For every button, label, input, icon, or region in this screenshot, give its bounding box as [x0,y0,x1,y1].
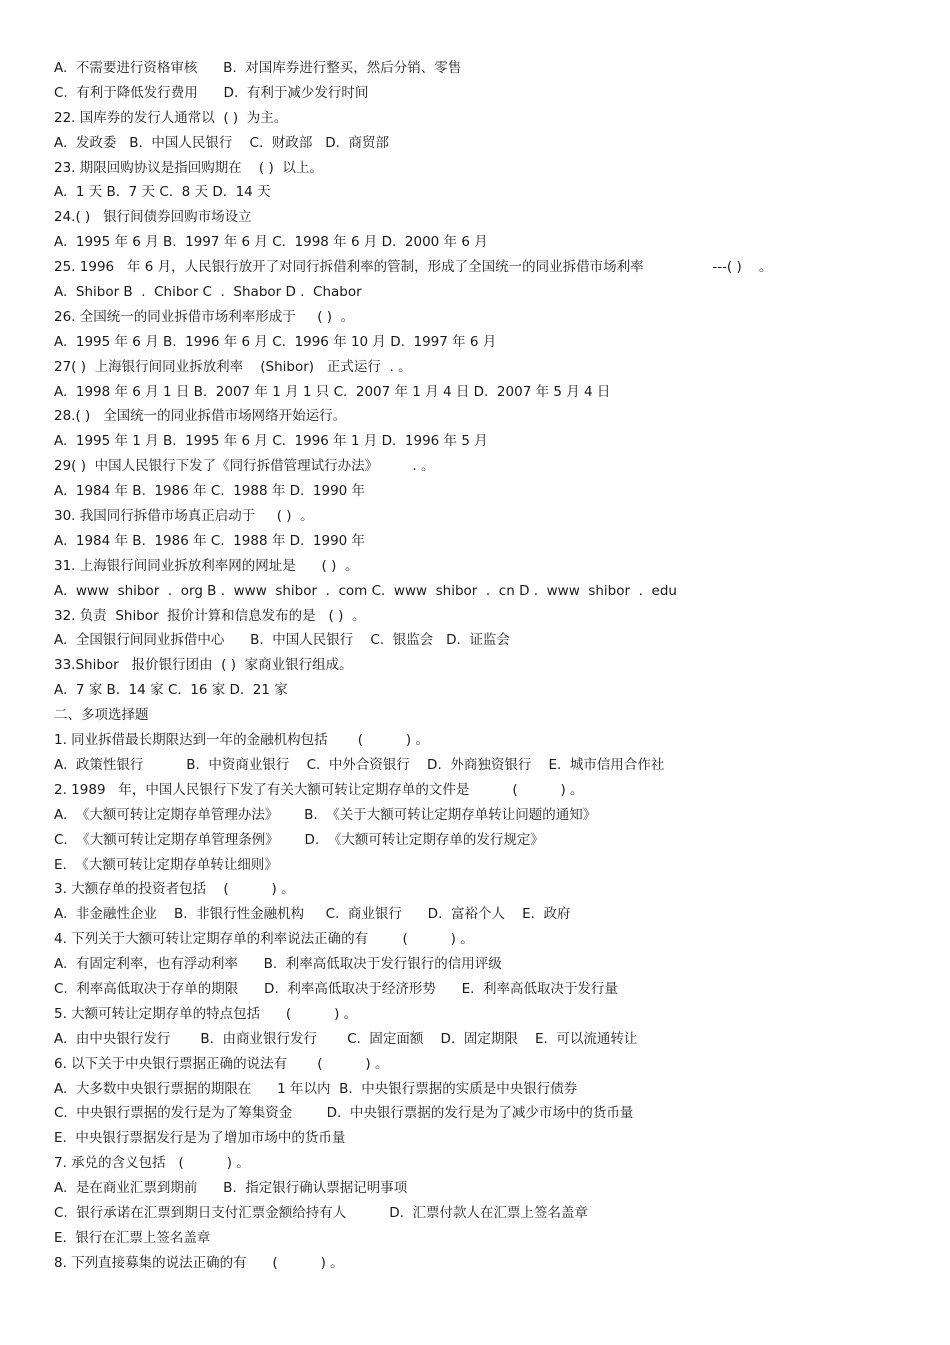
text-line: 22. 国库券的发行人通常以 ( ) 为主。 [54,109,288,126]
text-line: 6. 以下关于中央银行票据正确的说法有 ( ) 。 [54,1055,389,1072]
text-line: A. 政策性银行 B. 中资商业银行 C. 中外合资银行 D. 外商独资银行 E. 城市信用合作社 [54,756,665,773]
text-line: 33.Shibor 报价银行团由 ( ) 家商业银行组成。 [54,657,353,674]
text-line: A. www shibor . org B . www shibor . com C. www shibor . cn D . www shibor . edu [54,582,677,599]
text-line: A. 全国银行间同业拆借中心 B. 中国人民银行 C. 银监会 D. 证监会 [54,632,510,649]
text-line: E. 中央银行票据发行是为了增加市场中的货币量 [54,1130,346,1147]
text-line: A. 是在商业汇票到期前 B. 指定银行确认票据记明事项 [54,1180,408,1197]
section-heading: 二、多项选择题 [54,707,149,724]
text-line: A. 1984 年 B. 1986 年 C. 1988 年 D. 1990 年 [54,532,366,549]
text-line: A. 由中央银行发行 B. 由商业银行发行 C. 固定面额 D. 固定期限 E. 可以流通转让 [54,1030,638,1047]
text-line: A. 大多数中央银行票据的期限在 1 年以内 B. 中央银行票据的实质是中央银行债券 [54,1080,578,1097]
text-line: C. 银行承诺在汇票到期日支付汇票金额给持有人 D. 汇票付款人在汇票上签名盖章 [54,1204,588,1221]
text-line: C. 中央银行票据的发行是为了筹集资金 D. 中央银行票据的发行是为了减少市场中的货币量 [54,1105,634,1122]
text-line: 3. 大额存单的投资者包括 ( ) 。 [54,881,295,898]
text-line: 1. 同业拆借最长期限达到一年的金融机构包括 ( ) 。 [54,732,429,749]
text-line: A. 1995 年 6 月 B. 1997 年 6 月 C. 1998 年 6 月 D. 2000 年 6 月 [54,234,488,251]
text-line: C. 利率高低取决于存单的期限 D. 利率高低取决于经济形势 E. 利率高低取决于发行量 [54,980,618,997]
text-line: A. 7 家 B. 14 家 C. 16 家 D. 21 家 [54,682,288,699]
text-line: A. 不需要进行资格审核 B. 对国库券进行整买，然后分销、零售 [54,60,462,76]
text-line: 5. 大额可转让定期存单的特点包括 ( ) 。 [54,1005,358,1022]
text-line: A. 1995 年 6 月 B. 1996 年 6 月 C. 1996 年 10 月 D. 1997 年 6 月 [54,333,497,350]
text-line: 24.( ) 银行间债券回购市场设立 [54,209,252,226]
text-line: 2. 1989 年，中国人民银行下发了有关大额可转让定期存单的文件是 ( ) 。 [54,781,584,798]
text-line: 26. 全国统一的同业拆借市场利率形成于 ( ) 。 [54,308,355,325]
text-line: 7. 承兑的含义包括 ( ) 。 [54,1155,250,1172]
text-line: 8. 下列直接募集的说法正确的有 ( ) 。 [54,1254,344,1271]
text-line: A. 发政委 B. 中国人民银行 C. 财政部 D. 商贸部 [54,134,389,151]
text-line: E. 《大额可转让定期存单转让细则》 [54,856,278,873]
text-line: A. 《大额可转让定期存单管理办法》 B. 《关于大额可转让定期存单转让问题的通知》 [54,806,597,823]
text-line: A. 非金融性企业 B. 非银行性金融机构 C. 商业银行 D. 富裕个人 E. 政府 [54,906,571,923]
text-line: 29( ) 中国人民银行下发了《同行拆借管理试行办法》 . 。 [54,458,435,475]
text-line: 31. 上海银行间同业拆放利率网的网址是 ( ) 。 [54,557,359,574]
text-line: E. 银行在汇票上签名盖章 [54,1229,211,1246]
text-line: 30. 我国同行拆借市场真正启动于 ( ) 。 [54,508,314,525]
text-line: 23. 期限回购协议是指回购期在 ( ) 以上。 [54,159,323,176]
text-line: 25. 1996 年 6 月，人民银行放开了对同行拆借利率的管制，形成了全国统一的同业拆借市场利率 ---( ) 。 [54,259,773,276]
text-line: A. 1 天 B. 7 天 C. 8 天 D. 14 天 [54,184,271,201]
text-line: 32. 负责 Shibor 报价计算和信息发布的是 ( ) 。 [54,607,366,624]
text-line: 28.( ) 全国统一的同业拆借市场网络开始运行。 [54,408,347,425]
text-line: A. 1995 年 1 月 B. 1995 年 6 月 C. 1996 年 1 月 D. 1996 年 5 月 [54,433,488,450]
text-line: A. Shibor B . Chibor C . Shabor D . Chabor [54,284,362,301]
document-body [54,56,914,1276]
text-line: C. 《大额可转让定期存单管理条例》 D. 《大额可转让定期存单的发行规定》 [54,831,544,848]
text-line: A. 1984 年 B. 1986 年 C. 1988 年 D. 1990 年 [54,483,366,500]
text-line: 4. 下列关于大额可转让定期存单的利率说法正确的有 ( ) 。 [54,931,474,948]
text-line: A. 1998 年 6 月 1 日 B. 2007 年 1 月 1 只 C. 2007 年 1 月 4 日 D. 2007 年 5 月 4 日 [54,383,611,400]
text-line: 27( ) 上海银行间同业拆放利率 (Shibor) 正式运行 . 。 [54,358,412,375]
text-line: C. 有利于降低发行费用 D. 有利于减少发行时间 [54,84,369,101]
text-line: A. 有固定利率，也有浮动利率 B. 利率高低取决于发行银行的信用评级 [54,956,502,973]
